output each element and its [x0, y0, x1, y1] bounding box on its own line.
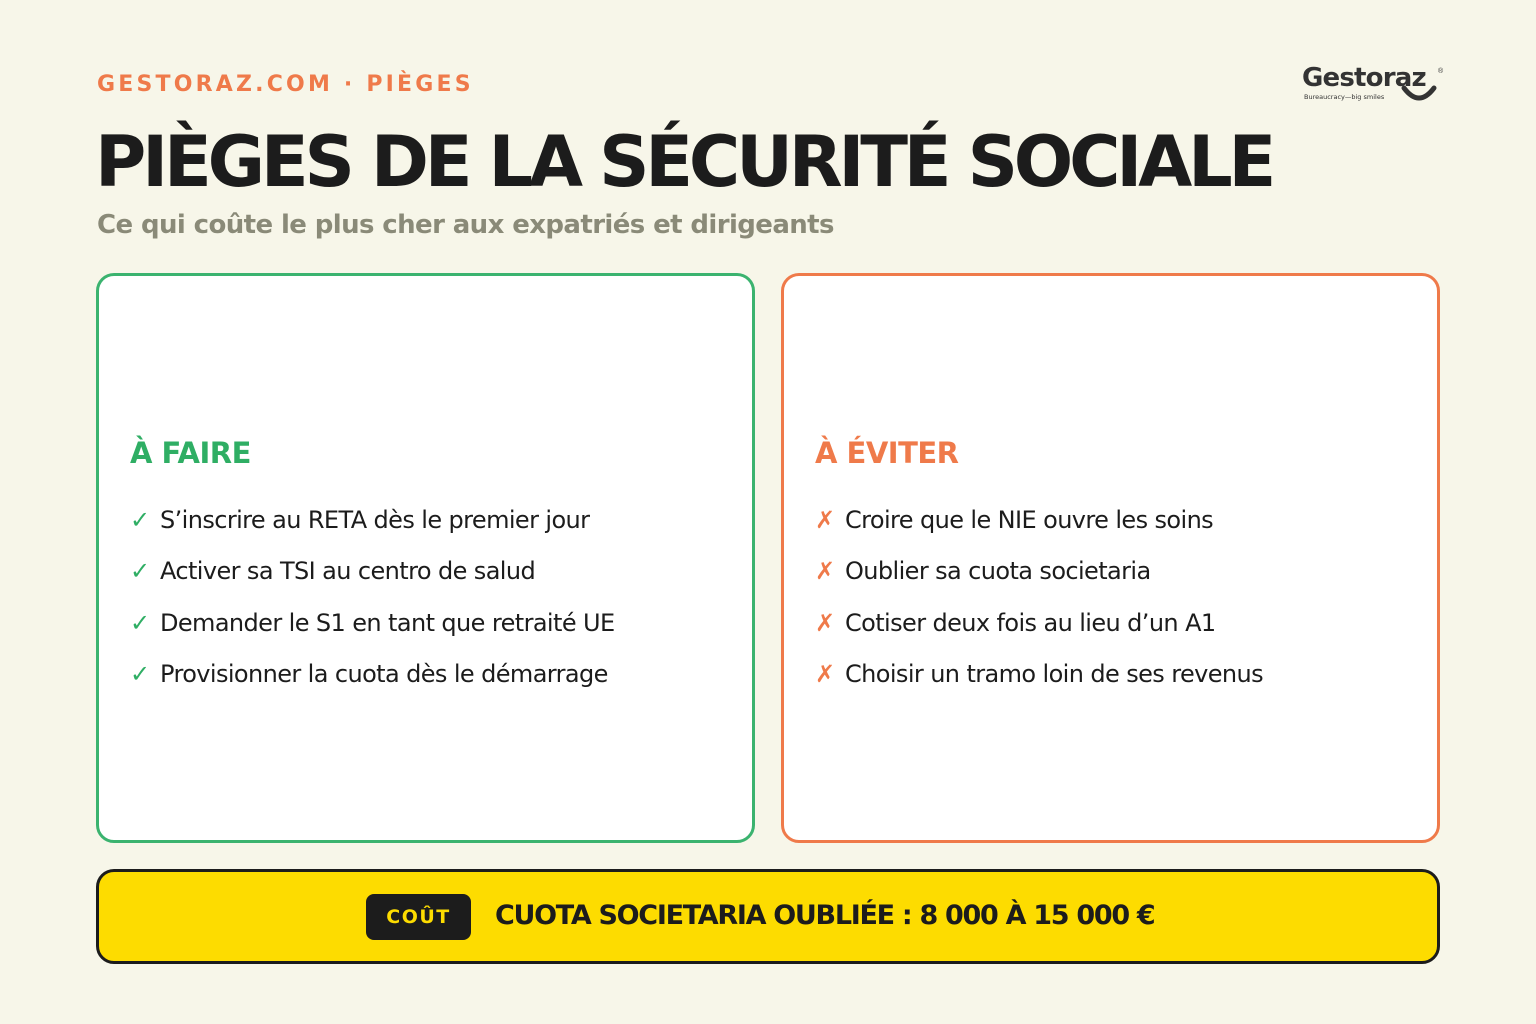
- list-item-text: Choisir un tramo loin de ses revenus: [845, 660, 1264, 689]
- page-title: PIÈGES DE LA SÉCURITÉ SOCIALE: [95, 121, 1273, 203]
- list-item: [815, 546, 1263, 598]
- avoid-list: [815, 494, 1263, 700]
- list-item: [815, 494, 1263, 546]
- cross-icon: ✗: [815, 660, 836, 689]
- list-item: [815, 597, 1263, 649]
- list-item-text: Oublier sa cuota societaria: [845, 557, 1151, 586]
- list-item-text: Croire que le NIE ouvre les soins: [845, 505, 1214, 534]
- avoid-card-title: À ÉVITER: [815, 436, 959, 470]
- logo-registered-mark: ®: [1438, 68, 1444, 75]
- logo-tagline: Bureaucracy—big smiles: [1304, 93, 1385, 101]
- cost-badge: COÛT: [366, 894, 471, 940]
- do-list: [130, 494, 615, 700]
- list-item-text: Demander le S1 en tant que retraité UE: [160, 608, 615, 637]
- list-item: [130, 546, 615, 598]
- avoid-card: [781, 273, 1440, 843]
- cost-text: CUOTA SOCIETARIA OUBLIÉE : 8 000 À 15 000 €: [495, 900, 1155, 931]
- list-item-text: Activer sa TSI au centro de salud: [160, 557, 536, 586]
- page-subtitle: Ce qui coûte le plus cher aux expatriés et dirigeants: [97, 210, 834, 240]
- check-icon: ✓: [130, 557, 151, 586]
- do-card-title: À FAIRE: [130, 436, 251, 470]
- cost-banner: [96, 869, 1440, 964]
- cross-icon: ✗: [815, 608, 836, 637]
- list-item: [130, 494, 615, 546]
- cross-icon: ✗: [815, 505, 836, 534]
- cross-icon: ✗: [815, 557, 836, 586]
- check-icon: ✓: [130, 505, 151, 534]
- eyebrow-label: GESTORAZ.COM · PIÈGES: [97, 72, 474, 97]
- list-item-text: S’inscrire au RETA dès le premier jour: [160, 505, 590, 534]
- list-item: [815, 649, 1263, 701]
- gestoraz-logo[interactable]: [1300, 62, 1442, 108]
- do-card: [96, 273, 755, 843]
- list-item: [130, 597, 615, 649]
- logo-wordmark: Gestoraz: [1302, 63, 1426, 93]
- list-item: [130, 649, 615, 701]
- smile-icon: [1400, 82, 1438, 106]
- check-icon: ✓: [130, 608, 151, 637]
- check-icon: ✓: [130, 660, 151, 689]
- list-item-text: Cotiser deux fois au lieu d’un A1: [845, 608, 1216, 637]
- list-item-text: Provisionner la cuota dès le démarrage: [160, 660, 608, 689]
